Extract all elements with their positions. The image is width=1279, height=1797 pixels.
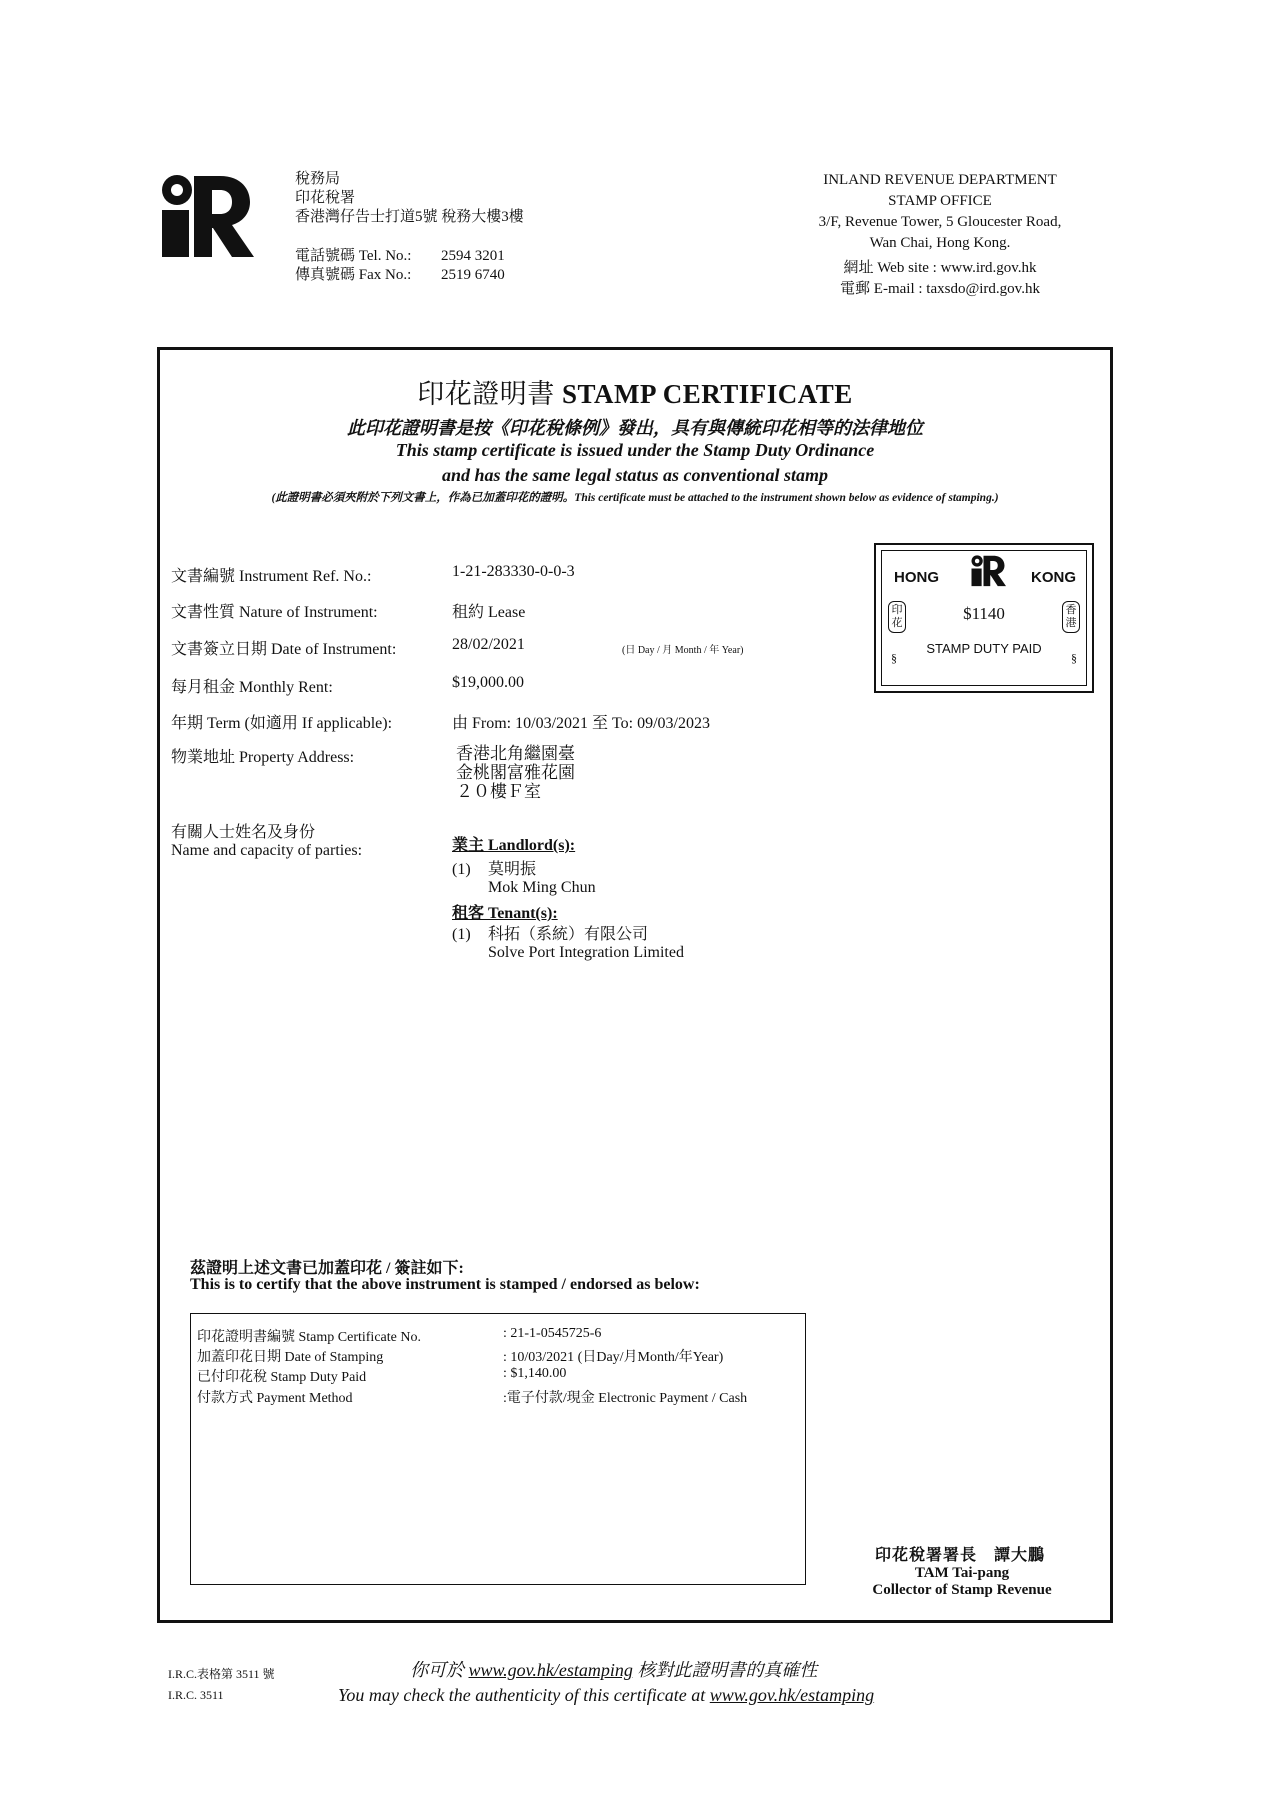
address-line: 香港北角繼園臺 [456,744,575,763]
date-stamping-label: 加蓋印花日期 Date of Stamping [197,1350,384,1365]
stamp-amount: $1140 [963,604,1005,623]
stamp-inner-frame [881,550,1087,686]
parties-label-zh: 有關人士姓名及身份 [171,824,316,841]
stamp-paid-label: STAMP DUTY PAID [926,641,1042,656]
stamp-duty-seal [874,543,1094,693]
endorsement-box [190,1313,806,1585]
stamp-left-chars: 印花 [888,601,906,633]
website[interactable]: 網址 Web site : www.ird.gov.hk [843,260,1037,276]
date-format-hint: (日 Day / 月 Month / 年 Year) [622,645,744,656]
collector-title-en: Collector of Stamp Revenue [872,1582,1052,1598]
address-zh: 香港灣仔告士打道5號 稅務大樓3樓 [295,209,524,225]
fax-row [295,266,524,285]
stamp-cert-no-label: 印花證明書編號 Stamp Certificate No. [197,1330,421,1345]
landlord-entry [452,861,596,897]
tel-label: 電話號碼 Tel. No.: [295,248,412,264]
verify-text: 核對此證明書的真確性 [632,1660,818,1680]
certify-heading-zh: 茲證明上述文書已加蓋印花 / 簽註如下: [190,1260,464,1277]
estamping-link[interactable]: www.gov.hk/estamping [709,1685,875,1705]
nature-label: 文書性質 Nature of Instrument: [171,604,378,621]
subtitle-en-line1: This stamp certificate is issued under the Stamp Duty Ordinance [395,440,875,460]
address-en-line2: Wan Chai, Hong Kong. [869,235,1011,251]
date-stamping-value: : 10/03/2021 (日Day/月Month/年Year) [503,1350,724,1365]
address-en-line1: 3/F, Revenue Tower, 5 Gloucester Road, [818,214,1062,230]
tenant-name-zh: 科拓（系統）有限公司 [488,926,649,943]
monthly-rent-label: 每月租金 Monthly Rent: [171,679,333,696]
form-number-en: I.R.C. 3511 [168,1688,224,1702]
stamp-logo-icon [970,553,1006,587]
estamping-link[interactable]: www.gov.hk/estamping [468,1660,633,1680]
attachment-note: (此證明書必須夾附於下列文書上，作為已加蓋印花的證明。This certificate must be attached to the instrument shown below as evidence of stamping.) [271,492,999,504]
tenant-name-en: Solve Port Integration Limited [488,944,684,961]
address-line: ２０樓Ｆ室 [456,782,541,801]
parties-label-en: Name and capacity of parties: [171,842,363,859]
payment-method-label: 付款方式 Payment Method [197,1391,353,1406]
date-instrument-value: 28/02/2021 [452,636,525,653]
parties-label [171,824,362,860]
ornament-icon: § [891,651,897,665]
stamp-kong: KONG [1031,569,1076,586]
title-zh: 印花證明書 [417,379,555,409]
landlord-name-zh: 莫明振 [488,861,537,878]
tel-row [295,247,524,266]
verify-note-en [338,1685,874,1706]
ird-logo [158,170,254,258]
tenant-index: (1) [452,926,471,943]
verify-text: You may check the authenticity of this certificate at [338,1685,710,1705]
ornament-icon: § [1071,651,1077,665]
verify-note-zh [410,1656,817,1682]
fax-value: 2519 6740 [441,267,505,283]
email[interactable]: 電郵 E-mail : taxsdo@ird.gov.hk [840,281,1040,297]
form-number-zh: I.R.C.表格第 3511 號 [168,1667,275,1681]
collector-title-zh: 印花稅署署長 譚大鵬 [875,1547,1046,1564]
verify-text: 你可於 [410,1660,469,1680]
stamp-hong: HONG [894,569,939,586]
landlord-index: (1) [452,861,471,878]
title-en: STAMP CERTIFICATE [561,379,853,409]
payment-method-value: :電子付款/現金 Electronic Payment / Cash [503,1391,748,1406]
stamp-cert-no-value: : 21-1-0545725-6 [503,1326,602,1341]
tel-value: 2594 3201 [441,248,505,264]
office-name-en: STAMP OFFICE [888,193,992,209]
address-line: 金桃閣富雅花園 [456,763,575,782]
subtitle-zh: 此印花證明書是按《印花稅條例》發出，具有與傳統印花相等的法律地位 [347,418,923,438]
tenant-heading: 租客 Tenant(s): [452,905,558,922]
instrument-ref-value: 1-21-283330-0-0-3 [452,563,575,580]
property-address [456,744,575,801]
duty-paid-value: : $1,140.00 [503,1366,567,1381]
landlord-name-en: Mok Ming Chun [488,879,596,896]
address-label: 物業地址 Property Address: [171,749,355,766]
landlord-heading: 業主 Landlord(s): [452,837,576,854]
term-label: 年期 Term (如適用 If applicable): [171,715,393,732]
stamp-right-chars: 香港 [1062,601,1080,633]
fax-label: 傳真號碼 Fax No.: [295,267,412,283]
dept-name-zh: 稅務局 [295,171,341,187]
term-value: 由 From: 10/03/2021 至 To: 09/03/2023 [452,715,711,732]
nature-value: 租約 Lease [452,604,526,621]
header-left [295,170,524,285]
duty-paid-label: 已付印花稅 Stamp Duty Paid [197,1370,367,1385]
dept-name-en: INLAND REVENUE DEPARTMENT [823,172,1057,188]
monthly-rent-value: $19,000.00 [452,674,524,691]
certificate-title [157,372,1113,411]
certify-heading-en: This is to certify that the above instrument is stamped / endorsed as below: [190,1276,700,1293]
instrument-ref-label: 文書編號 Instrument Ref. No.: [171,568,372,585]
collector-name: TAM Tai-pang [914,1565,1010,1581]
header-right [790,170,1090,300]
tenant-entry [452,926,684,962]
office-name-zh: 印花稅署 [295,190,356,206]
subtitle-en-line2: and has the same legal status as conventional stamp [441,465,829,485]
date-instrument-label: 文書簽立日期 Date of Instrument: [171,641,397,658]
